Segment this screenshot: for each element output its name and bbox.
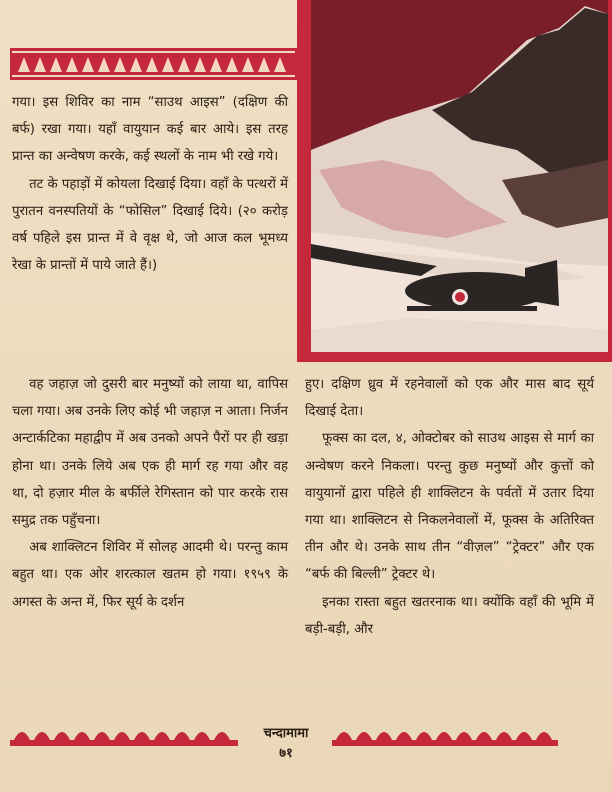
magazine-title: चन्दामामा — [263, 726, 309, 741]
paragraph: अब शाक्लिटन शिविर में सोलह आदमी थे। परन्तु काम बहुत था। एक ओर शरत्काल खतम हो गया। १९५९ के अगस्त के अन्त में, फिर सूर्य के दर्शन — [12, 540, 288, 610]
paragraph: इनका रास्ता बहुत खतरनाक था। क्योंकि वहाँ की भूमि में बड़ी-बड़ी, और — [305, 594, 594, 637]
decorative-border-footer-left — [10, 722, 238, 746]
decorative-border-footer-right — [332, 722, 558, 746]
antarctic-plane-illustration — [297, 0, 612, 362]
paragraph: हुए। दक्षिण ध्रुव में रहनेवालों को एक और मास बाद सूर्य दिखाई देता। — [305, 377, 594, 420]
decorative-border-top — [10, 48, 297, 80]
paragraph: तट के पहाड़ों में कोयला दिखाई दिया। वहाँ के पत्थरों में पुरातन वनस्पतियों के “फोसिल” दिखाई दिये। (२० करोड़ वर्ष पहिले इस प्रान्त में वे वृक्ष थे, जो आज कल भूमध्य रेखा के प्रान्तों में पाये जाते हैं।) — [12, 176, 288, 274]
page-number: ७१ — [279, 746, 293, 761]
text-column-left-top — [12, 89, 288, 279]
paragraph: वह जहाज़ जो दुसरी बार मनुष्यों को लाया था, वापिस चला गया। अब उनके लिए कोई भी जहाज़ न आता। निर्जन अन्टार्कटिका महाद्वीप में अब उनको अपने पैरों पर ही खड़ा होना था। उनके लिये अब एक ही मार्ग रह गया और वह था, दो हज़ार मील के बर्फीले रेगिस्तान को पार करके रास समुद्र तक पहुँचना। — [12, 377, 288, 529]
text-column-right — [305, 371, 594, 643]
text-column-left-bottom — [12, 371, 288, 616]
paragraph: गया। इस शिविर का नाम “साउथ आइस” (दक्षिण की बर्फ) रखा गया। यहाँ वायुयान कई बार आये। इस तरह प्रान्त का अन्वेषण करके, कई स्थलों के नाम भी रखे गये। — [12, 95, 288, 165]
paragraph: फूक्स का दल, ४, ओक्टोबर को साउथ आइस से मार्ग का अन्वेषण करने निकला। परन्तु कुछ मनुष्यों और कुत्तों को वायुयानों द्वारा पहिले ही शाक्लिटन के पर्वतों में उतार दिया गया था। शाक्लिटन से निकलनेवालों में, फूक्स के अतिरिक्त तीन और थे। उनके साथ तीन “वीज़ल” “ट्रेक्टर” और एक “बर्फ की बिल्ली” ट्रेक्टर थे। — [305, 431, 594, 583]
